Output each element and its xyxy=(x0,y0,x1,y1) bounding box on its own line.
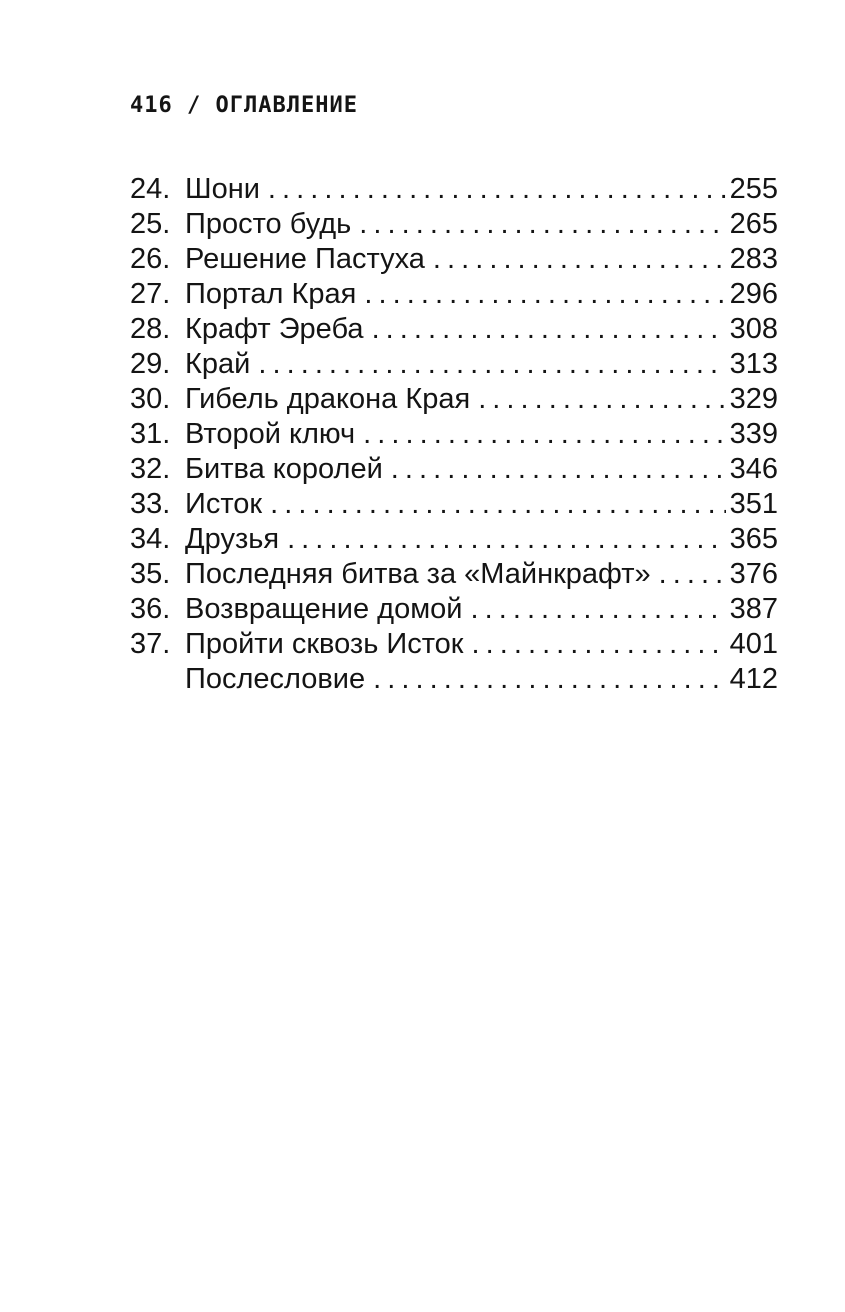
toc-entry-page: 265 xyxy=(729,208,778,240)
toc-entry-title: Портал Края xyxy=(185,278,357,310)
toc-entry-title: Решение Пастуха xyxy=(185,243,425,275)
toc-entry xyxy=(130,312,778,347)
toc-entry-number: 26. xyxy=(130,243,171,275)
toc-entry-title: Битва королей xyxy=(185,453,383,485)
toc-entry xyxy=(130,452,778,487)
toc-entry xyxy=(130,592,778,627)
toc-entry-number: 33. xyxy=(130,488,171,520)
dot-leader xyxy=(355,417,725,452)
toc-entry-page: 313 xyxy=(729,348,778,380)
toc-entry-title: Пройти сквозь Исток xyxy=(185,628,464,660)
toc-entry-page: 283 xyxy=(729,243,778,275)
toc-entry-title: Шони xyxy=(185,173,260,205)
toc-entry xyxy=(130,242,778,277)
toc-entry xyxy=(130,557,778,592)
dot-leader xyxy=(651,557,726,592)
toc-entry xyxy=(130,347,778,382)
toc-entry-number: 37. xyxy=(130,628,171,660)
toc-entry xyxy=(130,207,778,242)
toc-entry xyxy=(130,487,778,522)
toc-entry-page: 296 xyxy=(729,278,778,310)
table-of-contents xyxy=(130,172,778,697)
toc-entry-number: 29. xyxy=(130,348,171,380)
toc-entry-title: Исток xyxy=(185,488,263,520)
toc-entry-number: 24. xyxy=(130,173,171,205)
toc-entry-title: Возвращение домой xyxy=(185,593,463,625)
toc-entry-title: Послесловие xyxy=(185,663,366,695)
dot-leader xyxy=(470,382,725,417)
toc-entry-page: 308 xyxy=(729,313,778,345)
dot-leader xyxy=(365,662,725,697)
section-title: ОГЛАВЛЕНИЕ xyxy=(215,93,358,118)
dot-leader xyxy=(250,347,725,382)
page-number: 416 xyxy=(130,93,173,118)
toc-entry-title: Друзья xyxy=(185,523,280,555)
toc-entry-page: 346 xyxy=(729,453,778,485)
toc-entry-number: 36. xyxy=(130,593,171,625)
toc-entry xyxy=(130,522,778,557)
header-separator: / xyxy=(187,93,202,118)
dot-leader xyxy=(279,522,726,557)
toc-entry xyxy=(130,627,778,662)
toc-entry-page: 339 xyxy=(729,418,778,450)
toc-entry-title: Второй ключ xyxy=(185,418,356,450)
dot-leader xyxy=(356,277,725,312)
toc-entry-title: Край xyxy=(185,348,251,380)
toc-entry-number: 34. xyxy=(130,523,171,555)
toc-entry-number: 31. xyxy=(130,418,171,450)
toc-entry-page: 387 xyxy=(729,593,778,625)
toc-entry-page: 365 xyxy=(729,523,778,555)
toc-entry-page: 376 xyxy=(729,558,778,590)
toc-entry-number: 32. xyxy=(130,453,171,485)
toc-entry xyxy=(130,277,778,312)
dot-leader xyxy=(260,172,726,207)
dot-leader xyxy=(462,592,725,627)
dot-leader xyxy=(364,312,726,347)
toc-entry-number: 35. xyxy=(130,558,171,590)
toc-entry-page: 351 xyxy=(729,488,778,520)
dot-leader xyxy=(383,452,726,487)
toc-entry-title: Последняя битва за «Майнкрафт» xyxy=(185,558,651,590)
toc-entry-title: Просто будь xyxy=(185,208,352,240)
toc-entry xyxy=(130,662,778,697)
toc-entry xyxy=(130,417,778,452)
dot-leader xyxy=(425,242,726,277)
toc-entry-page: 412 xyxy=(729,663,778,695)
toc-entry-number: 25. xyxy=(130,208,171,240)
dot-leader xyxy=(262,487,725,522)
toc-entry-title: Крафт Эреба xyxy=(185,313,364,345)
page-header xyxy=(130,92,358,120)
dot-leader xyxy=(351,207,725,242)
toc-entry-number: 30. xyxy=(130,383,171,415)
toc-entry xyxy=(130,382,778,417)
toc-entry xyxy=(130,172,778,207)
toc-entry-number: 27. xyxy=(130,278,171,310)
toc-entry-page: 401 xyxy=(729,628,778,660)
toc-entry-title: Гибель дракона Края xyxy=(185,383,471,415)
toc-entry-page: 255 xyxy=(729,173,778,205)
dot-leader xyxy=(464,627,726,662)
toc-entry-number: 28. xyxy=(130,313,171,345)
toc-entry-page: 329 xyxy=(729,383,778,415)
